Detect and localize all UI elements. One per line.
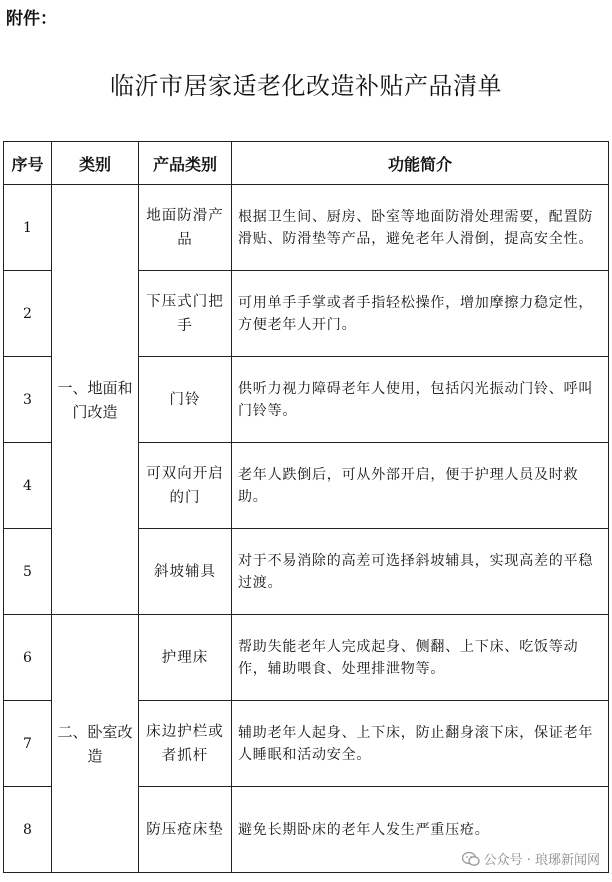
description-cell: 避免长期卧床的老年人发生严重压疮。 — [232, 787, 609, 873]
description-cell: 老年人跌倒后，可从外部开启，便于护理人员及时救助。 — [232, 443, 609, 529]
table-header-row — [4, 142, 609, 185]
product-cell: 防压疮床垫 — [139, 787, 232, 873]
row-number: 5 — [4, 529, 52, 615]
col-header-number: 序号 — [4, 142, 52, 185]
description-cell: 根据卫生间、厨房、卧室等地面防滑处理需要，配置防滑贴、防滑垫等产品，避免老年人滑倒，提高安全性。 — [232, 185, 609, 271]
col-header-function: 功能简介 — [232, 142, 609, 185]
product-cell: 斜坡辅具 — [139, 529, 232, 615]
row-number: 1 — [4, 185, 52, 271]
description-cell: 供听力视力障碍老年人使用，包括闪光振动门铃、呼叫门铃等。 — [232, 357, 609, 443]
row-number: 4 — [4, 443, 52, 529]
product-cell: 可双向开启的门 — [139, 443, 232, 529]
col-header-product: 产品类别 — [139, 142, 232, 185]
product-cell: 下压式门把手 — [139, 271, 232, 357]
watermark — [462, 849, 600, 868]
row-number: 3 — [4, 357, 52, 443]
description-cell: 帮助失能老年人完成起身、侧翻、上下床、吃饭等动作，辅助喂食、处理排泄物等。 — [232, 615, 609, 701]
wechat-icon — [462, 851, 480, 867]
watermark-text: 公众号 · 琅琊新闻网 — [483, 853, 600, 868]
product-table — [3, 141, 609, 873]
category-cell: 一、地面和门改造 — [52, 185, 139, 615]
product-cell: 床边护栏或者抓杆 — [139, 701, 232, 787]
table-row — [4, 185, 609, 271]
row-number: 2 — [4, 271, 52, 357]
product-cell: 地面防滑产品 — [139, 185, 232, 271]
table-row — [4, 615, 609, 701]
product-cell: 门铃 — [139, 357, 232, 443]
product-cell: 护理床 — [139, 615, 232, 701]
attachment-label: 附件： — [6, 9, 57, 29]
col-header-category: 类别 — [52, 142, 139, 185]
row-number: 7 — [4, 701, 52, 787]
page-title: 临沂市居家适老化改造补贴产品清单 — [110, 72, 502, 100]
description-cell: 可用单手手掌或者手指轻松操作，增加摩擦力稳定性，方便老年人开门。 — [232, 271, 609, 357]
category-cell: 二、卧室改造 — [52, 615, 139, 873]
row-number: 6 — [4, 615, 52, 701]
row-number: 8 — [4, 787, 52, 873]
description-cell: 对于不易消除的高差可选择斜坡辅具，实现高差的平稳过渡。 — [232, 529, 609, 615]
description-cell: 辅助老年人起身、上下床，防止翻身滚下床，保证老年人睡眠和活动安全。 — [232, 701, 609, 787]
